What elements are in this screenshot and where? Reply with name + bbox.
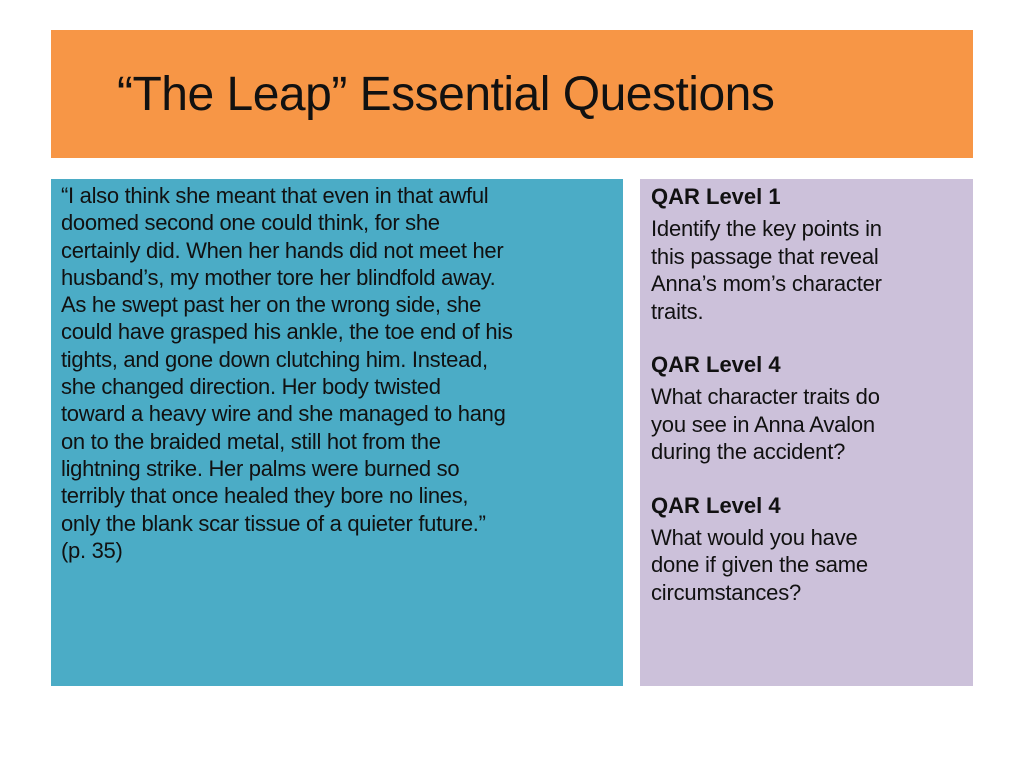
question-block-3: [651, 492, 965, 607]
question-text: What would you have done if given the same circumstances?: [651, 524, 868, 605]
slide-title: “The Leap” Essential Questions: [117, 67, 775, 121]
question-heading: QAR Level 4: [651, 492, 781, 518]
question-heading: QAR Level 4: [651, 352, 781, 377]
questions-panel: [640, 179, 973, 686]
question-block-1: [651, 183, 965, 325]
question-block-2: [651, 351, 965, 466]
passage-panel: [51, 179, 623, 686]
title-bar: [51, 30, 973, 158]
question-text: Identify the key points in this passage that reveal Anna’s mom’s character traits.: [651, 216, 882, 324]
passage-text: “I also think she meant that even in that awful doomed second one could think, for she certainly did. When her hands did not meet her husband’s, my mother tore her blindfold away. As he swept past her on the wrong side, she could have grasped his ankle, the toe end of his tights, and gone down clutching him. Instead, she changed direction. Her body twisted toward a heavy wire and she managed to hang on to the braided metal, still hot from the lightning strike. Her palms were burned so terribly that once healed they bore no lines, only the blank scar tissue of a quieter future.” (p. 35): [61, 183, 513, 563]
question-text: What character traits do you see in Anna Avalon during the accident?: [651, 384, 880, 464]
question-heading: QAR Level 1: [651, 184, 781, 209]
